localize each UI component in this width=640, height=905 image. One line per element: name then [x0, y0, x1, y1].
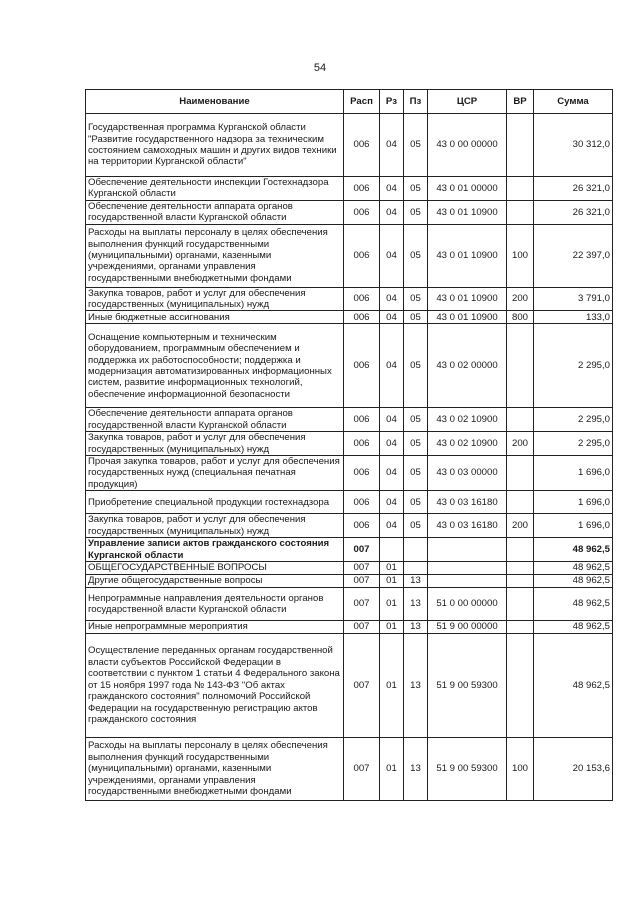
cell-vr — [507, 561, 534, 574]
cell-rz: 04 — [380, 287, 404, 311]
table-row — [86, 491, 613, 514]
cell-sum: 2 295,0 — [534, 408, 613, 432]
cell-rasp: 006 — [344, 456, 380, 491]
cell-csr: 43 0 02 10900 — [428, 432, 507, 456]
table-row — [86, 432, 613, 456]
cell-sum: 133,0 — [534, 311, 613, 324]
cell-rasp: 006 — [344, 224, 380, 287]
cell-vr — [507, 408, 534, 432]
table-row — [86, 620, 613, 633]
cell-pz: 05 — [404, 311, 428, 324]
cell-rz: 04 — [380, 177, 404, 201]
table-body — [86, 114, 613, 801]
cell-csr: 51 9 00 59300 — [428, 737, 507, 800]
cell-csr: 51 9 00 00000 — [428, 620, 507, 633]
cell-rz: 04 — [380, 224, 404, 287]
cell-rz: 04 — [380, 432, 404, 456]
cell-rz: 01 — [380, 737, 404, 800]
cell-sum: 2 295,0 — [534, 324, 613, 408]
table-row — [86, 574, 613, 587]
table-row — [86, 514, 613, 538]
page-number: 54 — [313, 62, 327, 74]
cell-pz: 05 — [404, 177, 428, 201]
cell-sum: 1 696,0 — [534, 456, 613, 491]
cell-rz: 01 — [380, 620, 404, 633]
column-header-vr: ВР — [507, 90, 534, 114]
cell-pz — [404, 561, 428, 574]
cell-vr: 200 — [507, 432, 534, 456]
cell-rasp: 006 — [344, 491, 380, 514]
column-header-pz: Пз — [404, 90, 428, 114]
cell-rz: 04 — [380, 114, 404, 177]
cell-rasp: 007 — [344, 737, 380, 800]
cell-name: Обеспечение деятельности инспекции Гостехнадзора Курганской области — [86, 177, 344, 201]
table-row — [86, 561, 613, 574]
table-row — [86, 408, 613, 432]
cell-csr: 43 0 03 16180 — [428, 514, 507, 538]
cell-pz: 13 — [404, 633, 428, 737]
cell-rasp: 007 — [344, 574, 380, 587]
cell-rz: 04 — [380, 514, 404, 538]
cell-csr: 51 9 00 59300 — [428, 633, 507, 737]
cell-name: Иные бюджетные ассигнования — [86, 311, 344, 324]
cell-csr: 43 0 01 10900 — [428, 287, 507, 311]
cell-name: Обеспечение деятельности аппарата органов государственной власти Курганской области — [86, 200, 344, 224]
cell-name: Осуществление переданных органам государственной власти субъектов Российской Федерации в соответствии с пунктом 1 статьи 4 Федерального закона от 15 ноября 1997 года № 143-ФЗ "Об актах гражданского состояния" полномочий Российской Федерации на государственную регистрацию актов гражданского состояния — [86, 633, 344, 737]
cell-name: Расходы на выплаты персоналу в целях обеспечения выполнения функций государственными (муниципальными) органами, казенными учреждениями, органами управления государственными внебюджетными фондами — [86, 737, 344, 800]
table-row — [86, 311, 613, 324]
cell-pz: 05 — [404, 287, 428, 311]
cell-vr: 200 — [507, 514, 534, 538]
cell-rasp: 006 — [344, 114, 380, 177]
table-row — [86, 200, 613, 224]
cell-vr: 200 — [507, 287, 534, 311]
cell-vr — [507, 587, 534, 620]
cell-rz: 01 — [380, 633, 404, 737]
cell-pz — [404, 538, 428, 562]
cell-name: Закупка товаров, работ и услуг для обеспечения государственных (муниципальных) нужд — [86, 287, 344, 311]
budget-table — [85, 89, 613, 801]
table-header-row — [86, 90, 613, 114]
cell-sum: 48 962,5 — [534, 620, 613, 633]
cell-name: Управление записи актов гражданского состояния Курганской области — [86, 538, 344, 562]
cell-rz: 04 — [380, 408, 404, 432]
cell-csr — [428, 538, 507, 562]
cell-vr — [507, 620, 534, 633]
cell-name: Приобретение специальной продукции гостехнадзора — [86, 491, 344, 514]
cell-rasp: 006 — [344, 514, 380, 538]
cell-sum: 2 295,0 — [534, 432, 613, 456]
cell-rasp: 006 — [344, 432, 380, 456]
cell-pz: 05 — [404, 432, 428, 456]
cell-csr: 43 0 01 10900 — [428, 200, 507, 224]
cell-sum: 48 962,5 — [534, 587, 613, 620]
cell-sum: 30 312,0 — [534, 114, 613, 177]
cell-rasp: 007 — [344, 587, 380, 620]
cell-sum: 1 696,0 — [534, 514, 613, 538]
cell-csr: 43 0 01 10900 — [428, 224, 507, 287]
cell-name: Иные непрограммные мероприятия — [86, 620, 344, 633]
cell-vr — [507, 200, 534, 224]
cell-rz: 01 — [380, 587, 404, 620]
cell-csr: 43 0 01 00000 — [428, 177, 507, 201]
cell-sum: 3 791,0 — [534, 287, 613, 311]
cell-vr — [507, 177, 534, 201]
cell-sum: 48 962,5 — [534, 633, 613, 737]
cell-rasp: 006 — [344, 311, 380, 324]
cell-pz: 05 — [404, 114, 428, 177]
table-row — [86, 737, 613, 800]
cell-rz: 04 — [380, 456, 404, 491]
cell-rasp: 006 — [344, 324, 380, 408]
table-row — [86, 456, 613, 491]
cell-pz: 05 — [404, 324, 428, 408]
cell-vr — [507, 456, 534, 491]
table-row — [86, 114, 613, 177]
table-row — [86, 177, 613, 201]
cell-pz: 05 — [404, 408, 428, 432]
cell-rasp: 007 — [344, 538, 380, 562]
cell-rasp: 007 — [344, 633, 380, 737]
cell-rz — [380, 538, 404, 562]
cell-sum: 1 696,0 — [534, 491, 613, 514]
cell-vr: 100 — [507, 737, 534, 800]
cell-sum: 48 962,5 — [534, 561, 613, 574]
table-row — [86, 587, 613, 620]
column-header-name: Наименование — [86, 90, 344, 114]
table-row — [86, 324, 613, 408]
table-row — [86, 287, 613, 311]
column-header-rz: Рз — [380, 90, 404, 114]
cell-csr: 43 0 03 16180 — [428, 491, 507, 514]
column-header-sum: Сумма — [534, 90, 613, 114]
cell-sum: 48 962,5 — [534, 574, 613, 587]
cell-vr: 800 — [507, 311, 534, 324]
cell-vr — [507, 538, 534, 562]
cell-name: Закупка товаров, работ и услуг для обеспечения государственных (муниципальных) нужд — [86, 514, 344, 538]
cell-name: Непрограммные направления деятельности органов государственной власти Курганской области — [86, 587, 344, 620]
cell-vr: 100 — [507, 224, 534, 287]
cell-csr: 43 0 02 00000 — [428, 324, 507, 408]
cell-pz: 13 — [404, 574, 428, 587]
cell-pz: 05 — [404, 456, 428, 491]
cell-vr — [507, 633, 534, 737]
cell-sum: 48 962,5 — [534, 538, 613, 562]
cell-name: Другие общегосударственные вопросы — [86, 574, 344, 587]
cell-rz: 04 — [380, 200, 404, 224]
cell-csr — [428, 561, 507, 574]
cell-rasp: 006 — [344, 408, 380, 432]
table-row — [86, 224, 613, 287]
cell-rz: 04 — [380, 491, 404, 514]
cell-name: Обеспечение деятельности аппарата органов государственной власти Курганской области — [86, 408, 344, 432]
cell-name: Государственная программа Курганской области "Развитие государственного надзора за техническим состоянием самоходных машин и других видов техники на территории Курганской области" — [86, 114, 344, 177]
cell-vr — [507, 491, 534, 514]
cell-name: Оснащение компьютерным и техническим оборудованием, программным обеспечением и поддержка их работоспособности; поддержка и модернизация автоматизированных информационных систем, развитие информационных технологий, обеспечение информационной безопасности — [86, 324, 344, 408]
cell-vr — [507, 324, 534, 408]
cell-csr: 43 0 00 00000 — [428, 114, 507, 177]
cell-rz: 01 — [380, 574, 404, 587]
cell-rz: 04 — [380, 324, 404, 408]
cell-pz: 05 — [404, 514, 428, 538]
cell-name: Прочая закупка товаров, работ и услуг для обеспечения государственных нужд (специальная печатная продукция) — [86, 456, 344, 491]
cell-vr — [507, 114, 534, 177]
table-row — [86, 538, 613, 562]
cell-rasp: 007 — [344, 620, 380, 633]
cell-sum: 22 397,0 — [534, 224, 613, 287]
column-header-rasp: Расп — [344, 90, 380, 114]
cell-pz: 13 — [404, 620, 428, 633]
cell-csr: 43 0 01 10900 — [428, 311, 507, 324]
cell-pz: 05 — [404, 491, 428, 514]
cell-csr: 43 0 02 10900 — [428, 408, 507, 432]
cell-pz: 13 — [404, 737, 428, 800]
table-row — [86, 633, 613, 737]
cell-sum: 26 321,0 — [534, 200, 613, 224]
cell-rasp: 006 — [344, 177, 380, 201]
cell-rasp: 006 — [344, 200, 380, 224]
cell-rasp: 006 — [344, 287, 380, 311]
cell-pz: 13 — [404, 587, 428, 620]
cell-sum: 26 321,0 — [534, 177, 613, 201]
cell-vr — [507, 574, 534, 587]
cell-pz: 05 — [404, 224, 428, 287]
cell-name: ОБЩЕГОСУДАРСТВЕННЫЕ ВОПРОСЫ — [86, 561, 344, 574]
cell-pz: 05 — [404, 200, 428, 224]
cell-csr: 51 0 00 00000 — [428, 587, 507, 620]
cell-name: Закупка товаров, работ и услуг для обеспечения государственных (муниципальных) нужд — [86, 432, 344, 456]
column-header-csr: ЦСР — [428, 90, 507, 114]
cell-name: Расходы на выплаты персоналу в целях обеспечения выполнения функций государственными (муниципальными) органами, казенными учреждениями, органами управления государственными внебюджетными фондами — [86, 224, 344, 287]
cell-rasp: 007 — [344, 561, 380, 574]
cell-rz: 01 — [380, 561, 404, 574]
cell-csr: 43 0 03 00000 — [428, 456, 507, 491]
cell-rz: 04 — [380, 311, 404, 324]
cell-csr — [428, 574, 507, 587]
cell-sum: 20 153,6 — [534, 737, 613, 800]
